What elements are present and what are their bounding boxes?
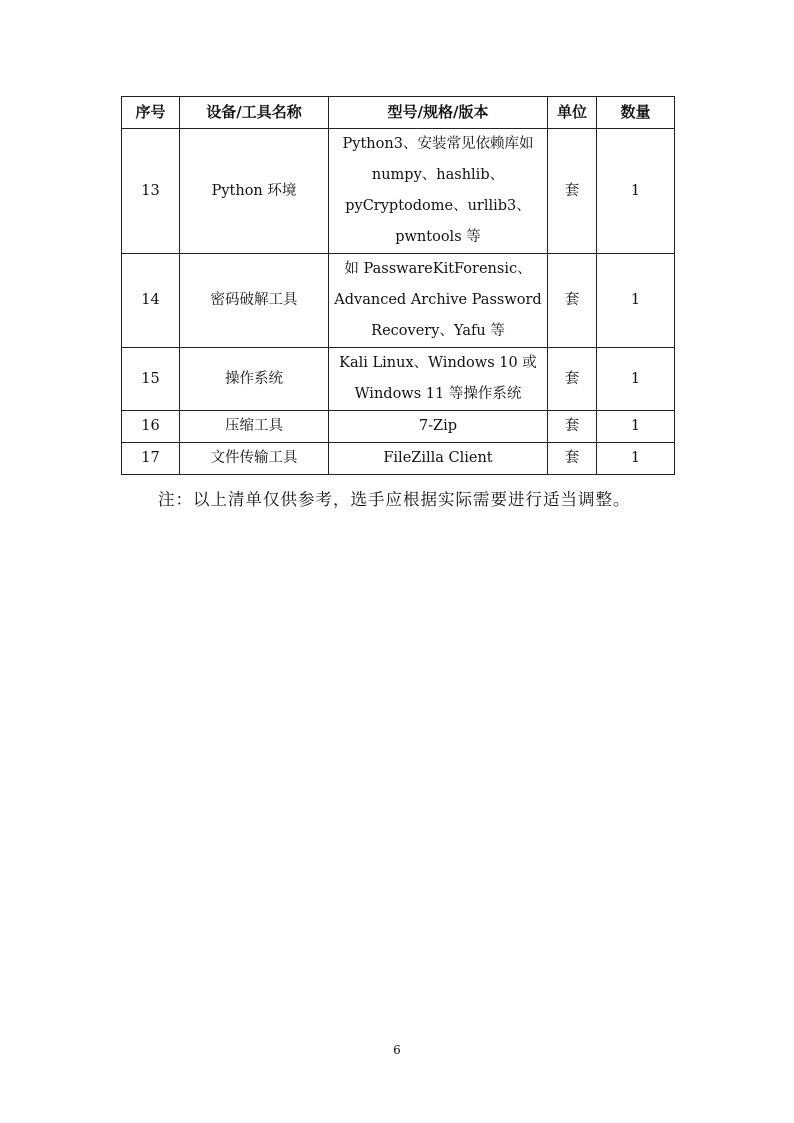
spec-line: Recovery、Yafu 等 bbox=[371, 323, 505, 339]
cell-quantity: 1 bbox=[597, 411, 675, 443]
cell-tool-name: 密码破解工具 bbox=[180, 254, 329, 348]
cell-unit: 套 bbox=[548, 411, 597, 443]
cell-serial: 16 bbox=[122, 411, 180, 443]
table-row bbox=[122, 348, 675, 411]
page-number: 6 bbox=[393, 1043, 401, 1057]
cell-unit: 套 bbox=[548, 129, 597, 254]
cell-tool-name: Python 环境 bbox=[180, 129, 329, 254]
cell-quantity: 1 bbox=[597, 254, 675, 348]
cell-serial: 14 bbox=[122, 254, 180, 348]
spec-line: numpy、hashlib、 bbox=[371, 167, 505, 183]
cell-serial: 17 bbox=[122, 443, 180, 475]
cell-serial: 13 bbox=[122, 129, 180, 254]
spec-line: Python3、安装常见依赖库如 bbox=[342, 136, 534, 152]
cell-spec bbox=[329, 348, 548, 411]
cell-tool-name: 压缩工具 bbox=[180, 411, 329, 443]
cell-spec bbox=[329, 443, 548, 475]
header-tool-name: 设备/工具名称 bbox=[180, 97, 329, 129]
cell-spec bbox=[329, 129, 548, 254]
spec-line: Advanced Archive Password bbox=[334, 292, 542, 308]
header-spec: 型号/规格/版本 bbox=[329, 97, 548, 129]
table-row bbox=[122, 254, 675, 348]
cell-quantity: 1 bbox=[597, 129, 675, 254]
cell-quantity: 1 bbox=[597, 348, 675, 411]
spec-line: 7-Zip bbox=[418, 418, 458, 434]
spec-line: Windows 11 等操作系统 bbox=[354, 386, 522, 402]
cell-unit: 套 bbox=[548, 348, 597, 411]
cell-serial: 15 bbox=[122, 348, 180, 411]
header-unit: 单位 bbox=[548, 97, 597, 129]
spec-line: pwntools 等 bbox=[395, 229, 481, 245]
spec-line: Kali Linux、Windows 10 或 bbox=[339, 355, 537, 371]
cell-unit: 套 bbox=[548, 254, 597, 348]
cell-spec bbox=[329, 254, 548, 348]
cell-spec bbox=[329, 411, 548, 443]
table-header-row bbox=[122, 97, 675, 129]
spec-line: 如 PasswareKitForensic、 bbox=[344, 261, 532, 277]
table-row bbox=[122, 129, 675, 254]
table-row bbox=[122, 411, 675, 443]
header-quantity: 数量 bbox=[597, 97, 675, 129]
table-row bbox=[122, 443, 675, 475]
spec-line: pyCryptodome、urllib3、 bbox=[345, 198, 531, 214]
spec-line: FileZilla Client bbox=[383, 450, 493, 466]
header-serial: 序号 bbox=[122, 97, 180, 129]
table-footnote: 注：以上清单仅供参考，选手应根据实际需要进行适当调整。 bbox=[158, 490, 631, 509]
cell-tool-name: 操作系统 bbox=[180, 348, 329, 411]
cell-tool-name: 文件传输工具 bbox=[180, 443, 329, 475]
cell-quantity: 1 bbox=[597, 443, 675, 475]
equipment-table bbox=[121, 96, 675, 475]
cell-unit: 套 bbox=[548, 443, 597, 475]
